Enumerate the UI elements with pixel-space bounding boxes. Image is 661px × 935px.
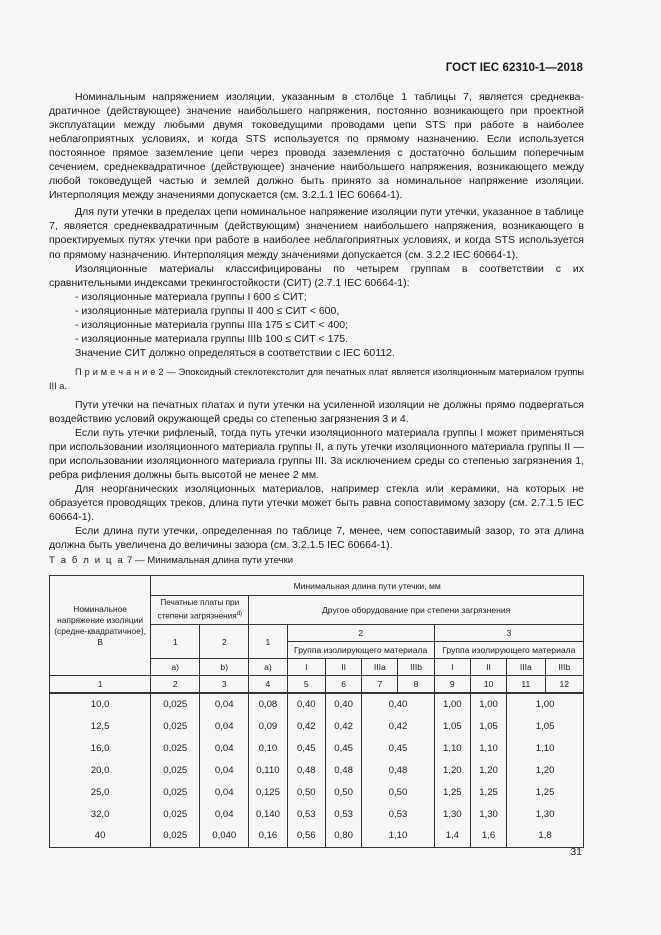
pollution-degree: 2 [287, 625, 434, 642]
group-label: I [434, 659, 470, 676]
group-label: II [470, 659, 506, 676]
col-number: 1 [50, 676, 151, 694]
group-label: IIIb [545, 659, 583, 676]
pollution-degree: 1 [151, 625, 200, 659]
col-number: 9 [434, 676, 470, 694]
paragraph: Если путь утечки рифленый, тогда путь утечки изоляционного материала группы I может применяться при использовании изоляционного материала группы II, а путь утечки изоляционного материала группы II — при использовании изоляционного материала группы III. За исключением среды со степенью загрязнения 1, ребра рифления должны быть высотой не менее 2 мм. [49, 427, 584, 482]
table-row: 40 0,025 0,040 0,16 0,56 0,80 1,10 1,4 1,6 1,8 [50, 825, 584, 847]
document-header: ГОСТ IEC 62310-1—2018 [445, 62, 583, 74]
paragraph: Для пути утечки в пределах цепи номинальное напряжение изоляции пути утечки, указанное в таблице 7, является среднеквадратичным (действующим) значением наибольшего напряжения, возникающего в проектируемых путях утечки при работе в наиболее неблагоприятных условиях, и когда STS используется по прямому назначению. Интерполяция между значениями допускается (см. 3.2.2 IEC 60664-1). [49, 206, 584, 261]
group-label: II [325, 659, 361, 676]
group-label: IIIa [507, 659, 545, 676]
paragraph: Для неорганических изоляционных материалов, например стекла или керамики, на которых не образуется проводящих треков, длина пути утечки может быть равна сопоставимому зазору (см. 2.7.1.5 IEC 60664-1). [49, 483, 584, 524]
col-number: 2 [151, 676, 200, 694]
pollution-degree: 3 [434, 625, 583, 642]
col-number: 3 [200, 676, 249, 694]
note [49, 365, 584, 393]
page-number: 31 [570, 846, 582, 858]
header-min-length: Минимальная длина пути утечки, мм [151, 576, 584, 596]
paragraph: Изоляционные материалы классифицированы по четырем группам в соответствии с их сравнительными индексами трекингостойкости (СИТ) (2.7.1 IEC 60664-1): [49, 262, 584, 289]
paragraph: Пути утечки на печатных платах и пути утечки на усиленной изоляции не должны прямо подвергаться воздействию условий окружающей среды со степенью загрязнения 3 и 4. [49, 398, 584, 426]
group-header: Группа изолирующего материала [434, 642, 583, 659]
table-row: 10,0 0,025 0,04 0,08 0,40 0,40 0,40 1,00 1,00 1,00 [50, 693, 584, 715]
list-item: - изоляционные материала группы II 400 ≤ СИТ < 600, [75, 304, 340, 317]
group-header: Группа изолирующего материала [287, 642, 434, 659]
group-label: I [287, 659, 325, 676]
table-row: 25,0 0,025 0,04 0,125 0,50 0,50 0,50 1,25 1,25 1,25 [50, 781, 584, 803]
note-ref: a) [249, 659, 287, 676]
col-number: 10 [470, 676, 506, 694]
col-header-voltage: Номинальное напряжение изоляции (средне-квадратичное), В [50, 576, 151, 676]
note-ref: a) [151, 659, 200, 676]
col-number: 6 [325, 676, 361, 694]
paragraph: Значение СИТ должно определяться в соответствии с IEC 60112. [75, 346, 395, 359]
col-number: 8 [398, 676, 434, 694]
table-title: Т а б л и ц а 7 — Минимальная длина пути утечки [49, 555, 294, 566]
creepage-table [49, 575, 584, 848]
note-text: — Эпоксидный стеклотекстолит для печатных плат является изоляционным материалом группы III a. [49, 366, 585, 391]
header-pcb: Печатные платы при степени загрязнения$^{d)}$ [151, 596, 249, 625]
col-number: 5 [287, 676, 325, 694]
col-number: 4 [249, 676, 287, 694]
table-row: 20,0 0,025 0,04 0,110 0,48 0,48 0,48 1,20 1,20 1,20 [50, 759, 584, 781]
table-row: 12,5 0,025 0,04 0,09 0,42 0,42 0,42 1,05 1,05 1,05 [50, 715, 584, 737]
paragraph: Если длина пути утечки, определенная по таблице 7, менее, чем сопоставимый зазор, то эта длина должна быть увеличена до величины зазора (см. 3.2.1.5 IEC 60664-1). [49, 525, 584, 552]
note-ref: b) [200, 659, 249, 676]
group-label: IIIa [362, 659, 398, 676]
table-row: 16,0 0,025 0,04 0,10 0,45 0,45 0,45 1,10 1,10 1,10 [50, 737, 584, 759]
list-item: - изоляционные материала группы I 600 ≤ СИТ; [75, 290, 307, 303]
pollution-degree: 2 [200, 625, 249, 659]
paragraph: Номинальным напряжением изоляции, указанным в столбце 1 таблицы 7, является среднеква-дратичное (действующее) значение наибольшего напряжения, постоянно возникающего при проектной эксплуатации между любыми двумя токоведущими проводами цепи STS при работе в наиболее неблагоприятных условиях, и когда STS используется по прямому назначению. Если используется постоянное прямое заземление цепи через провода заземления с достаточно большим поперечным сечением, среднеквадратичное (действующее) значение наибольшего напряжения, возникающего между любой токоведущей частью и землей должно быть принято за номинальное напряжение изоляции. Интерполяция между значениями допускается (см. 3.2.1.1 IEC 60664-1). [49, 91, 584, 202]
pollution-degree: 1 [249, 625, 287, 659]
col-number: 12 [545, 676, 583, 694]
header-other: Другое оборудование при степени загрязнения [249, 596, 584, 625]
col-number: 7 [362, 676, 398, 694]
col-number: 11 [507, 676, 545, 694]
group-label: IIIb [398, 659, 434, 676]
body-text [49, 90, 584, 553]
list-item: - изоляционные материала группы IIIb 100 ≤ СИТ < 175. [75, 332, 349, 345]
table-row: 32,0 0,025 0,04 0,140 0,53 0,53 0,53 1,30 1,30 1,30 [50, 803, 584, 825]
list-item: - изоляционные материала группы IIIa 175 ≤ СИТ < 400; [75, 318, 349, 331]
note-label: П р и м е ч а н и е 2 [75, 366, 164, 377]
